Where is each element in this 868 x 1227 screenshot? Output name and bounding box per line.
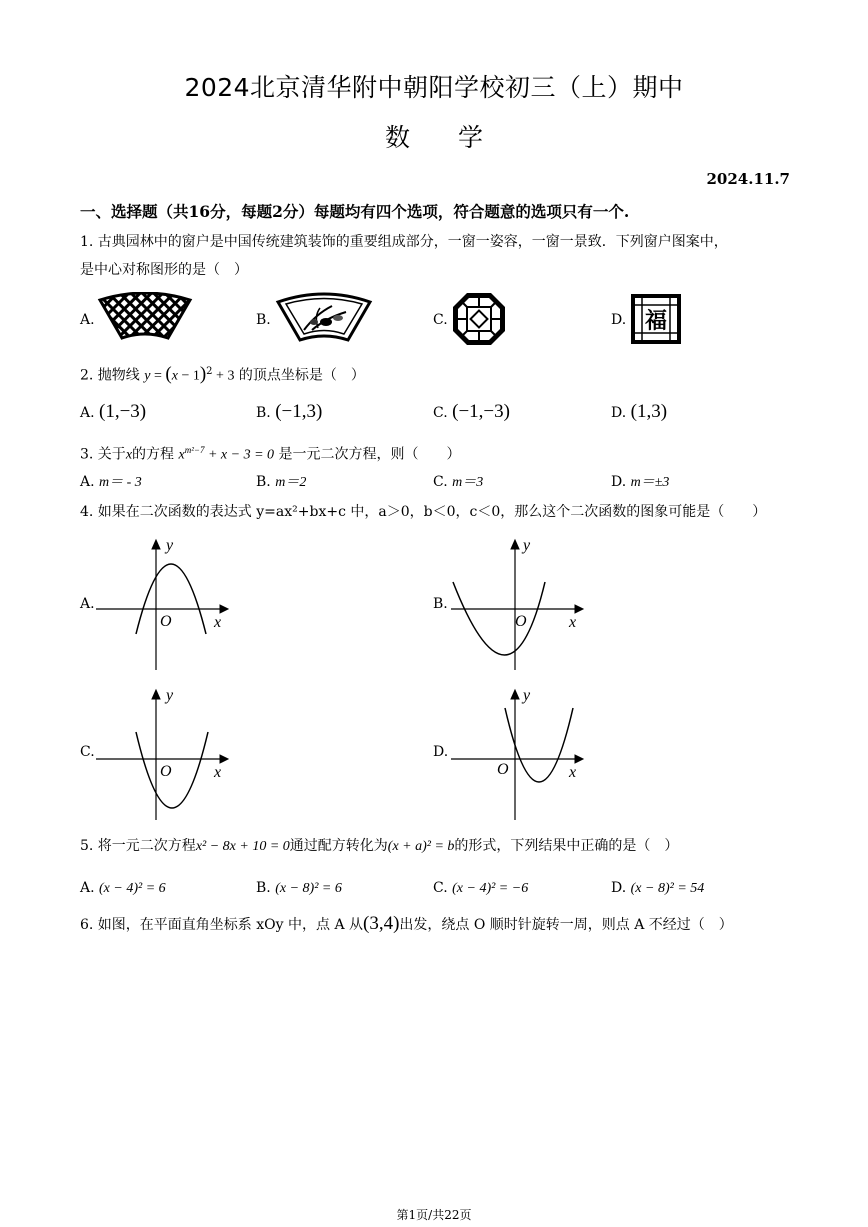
q1-option-b-label: B. — [256, 312, 271, 328]
q3-option-b — [256, 472, 306, 493]
q5-option-a-label: A. — [80, 880, 95, 896]
q5-suffix: 的形式，下列结果中正确的是（ ） — [454, 838, 679, 854]
fan-window-orchid-image — [274, 292, 374, 344]
q3-stem — [80, 440, 461, 466]
q5-form: (x + a)² = b — [387, 839, 455, 854]
q3-prefix: 3. 关于 — [80, 446, 126, 463]
q2-option-b-value: (−1,3) — [275, 401, 323, 422]
q6-prefix: 6. 如图，在平面直角坐标系 xOy 中，点 A 从 — [80, 917, 364, 933]
q2-option-c-label: C. — [433, 405, 448, 421]
q1-option-c-label: C. — [433, 312, 448, 328]
q5-option-c-label: C. — [433, 880, 448, 896]
q1-line1: 1. 古典园林中的窗户是中国传统建筑装饰的重要组成部分，一窗一姿容，一窗一景致．下列窗户图案中， — [80, 234, 728, 250]
q4-option-d-label: D. — [433, 744, 449, 760]
exam-date: 2024.11.7 — [706, 170, 790, 188]
q2-prefix: 2. 抛物线 — [80, 367, 140, 384]
q2-formula-minus1: − 1 — [177, 368, 200, 384]
q2-option-d — [611, 402, 667, 423]
q2-option-d-value: (1,3) — [630, 401, 668, 422]
q6-suffix: 出发，绕点 O 顺时针旋转一周，则点 A 不经过（ ） — [399, 917, 733, 933]
axis-x-label: x — [569, 764, 577, 781]
q4-option-b-label: B. — [433, 596, 448, 612]
q4-option-c-label: C. — [80, 744, 95, 760]
q2-option-b — [256, 402, 322, 423]
q5-equation: x² − 8x + 10 = 0 — [195, 839, 290, 854]
q3-option-c-value: m＝3 — [452, 475, 484, 490]
q4-graph-d — [449, 682, 589, 822]
axis-y-label: y — [166, 537, 174, 554]
q3-option-a-label: A. — [80, 474, 100, 490]
q2-formula-y: y — [144, 368, 151, 384]
q5-option-c-value: (x − 4)² = −6 — [452, 881, 529, 896]
q3-option-d-value: m＝±3 — [630, 475, 670, 490]
q4-graph-a — [94, 532, 234, 672]
q5-option-b-value: (x − 8)² = 6 — [275, 881, 342, 896]
page-number: 第1页/共22页 — [396, 1208, 472, 1222]
q3-option-c — [433, 472, 483, 493]
q5-option-b-label: B. — [256, 880, 271, 896]
axis-y-label: y — [523, 687, 531, 704]
axis-x-label: x — [214, 764, 222, 781]
q3-option-d-label: D. — [611, 474, 631, 490]
q4-graph-b — [449, 532, 589, 672]
origin-label: O — [160, 763, 172, 780]
q3-option-a — [80, 472, 142, 493]
fu-character-window-image — [630, 293, 682, 345]
q2-suffix: 的顶点坐标是（ ） — [238, 367, 365, 384]
q3-option-a-value: m＝ - 3 — [99, 475, 142, 490]
q5-option-a-value: (x − 4)² = 6 — [99, 881, 166, 896]
subject-title: 数 学 — [385, 123, 483, 152]
q2-formula-x: x — [171, 368, 178, 384]
octagon-window-image — [451, 291, 507, 347]
origin-label: O — [497, 761, 509, 778]
q5-option-b — [256, 878, 342, 899]
q2-option-a-label: A. — [80, 405, 95, 421]
q6-stem — [80, 914, 733, 935]
q3-eq-rest: + x − 3 = 0 — [204, 447, 275, 463]
q3-var: x — [125, 447, 133, 463]
q1-option-a-label: A. — [80, 312, 95, 328]
q5-option-d — [611, 878, 704, 899]
q5-mid: 通过配方转化为 — [289, 838, 388, 854]
q4-option-a-label: A. — [80, 596, 95, 612]
q3-eq-exponent: m²−7 — [184, 445, 205, 455]
q2-option-a — [80, 402, 146, 423]
q2-option-a-value: (1,−3) — [99, 401, 147, 422]
axis-y-label: y — [523, 537, 531, 554]
q3-option-c-label: C. — [433, 474, 453, 490]
q2-stem: 2. 抛物线 $y = (x - 1)^2 + 3$ 的顶点坐标是（ ） — [80, 363, 365, 385]
q1-option-d-label: D. — [611, 312, 627, 328]
q2-option-d-label: D. — [611, 405, 627, 421]
q6-point: (3,4) — [363, 913, 400, 934]
q5-option-d-label: D. — [611, 880, 627, 896]
axis-x-label: x — [214, 614, 222, 631]
q3-option-b-value: m＝2 — [275, 475, 307, 490]
section-heading: 一、选择题（共16分，每题2分）每题均有四个选项，符合题意的选项只有一个. — [80, 202, 630, 221]
q2-formula-eq: = — [150, 368, 166, 384]
axis-y-label: y — [166, 687, 174, 704]
q1-line2: 是中心对称图形的是（ ） — [80, 262, 248, 278]
q4-stem: 4. 如果在二次函数的表达式 y=ax²+bx+c 中，a＞0，b＜0，c＜0，那么这个二次函数的图象可能是（ ） — [80, 504, 767, 520]
q3-mid: 的方程 — [132, 446, 175, 463]
q2-formula-exponent: 2 — [206, 366, 213, 377]
fan-window-lattice-image — [96, 292, 194, 344]
origin-label: O — [160, 613, 172, 630]
q3-suffix: 是一元二次方程，则（ ） — [278, 446, 461, 463]
q3-eq-x: x — [178, 447, 185, 463]
q2-option-c-value: (−1,−3) — [452, 401, 510, 422]
q5-option-a — [80, 878, 166, 899]
axis-x-label: x — [569, 614, 577, 631]
q5-option-c — [433, 878, 528, 899]
q5-prefix: 5. 将一元二次方程 — [80, 838, 196, 854]
q5-option-d-value: (x − 8)² = 54 — [630, 881, 705, 896]
q4-graph-c — [94, 682, 234, 822]
q3-option-d — [611, 472, 669, 493]
page-title: 2024北京清华附中朝阳学校初三（上）期中 — [184, 73, 684, 102]
q2-option-b-label: B. — [256, 405, 271, 421]
fu-character: 福 — [644, 308, 668, 333]
q2-option-c — [433, 402, 510, 423]
q3-option-b-label: B. — [256, 474, 276, 490]
q5-stem — [80, 836, 678, 857]
origin-label: O — [515, 613, 527, 630]
q2-formula-plus3: + 3 — [212, 368, 235, 384]
